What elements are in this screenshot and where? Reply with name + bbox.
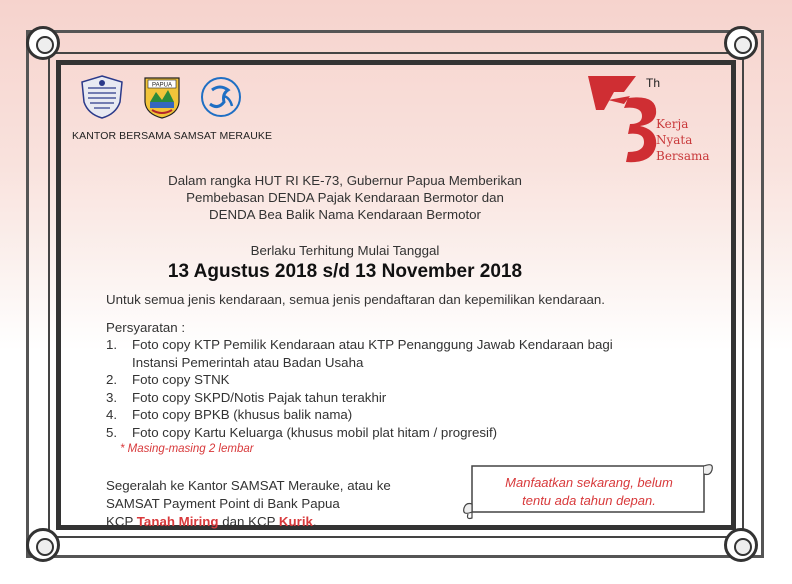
intro-line: Pembebasan DENDA Pajak Kendaraan Bermotor dan xyxy=(186,190,504,205)
tagline-word: Kerja xyxy=(656,117,689,131)
logo-group xyxy=(72,70,252,126)
list-item xyxy=(106,406,706,424)
item-number: 5. xyxy=(106,424,118,440)
announcement-intro xyxy=(100,172,590,223)
closing-instructions xyxy=(106,477,391,531)
corner-ornament-icon xyxy=(724,528,758,562)
papua-province-emblem-icon xyxy=(142,72,182,120)
banner-line: Manfaatkan sekarang, belum xyxy=(505,475,673,490)
list-item xyxy=(106,336,706,371)
outro-suffix: . xyxy=(312,514,317,529)
requirements-title: Persyaratan : xyxy=(106,320,186,335)
anniversary-tagline xyxy=(656,116,710,164)
branch-name: Tanah Miring xyxy=(136,514,219,529)
list-item xyxy=(106,424,706,442)
office-name: KANTOR BERSAMA SAMSAT MERAUKE xyxy=(72,130,273,142)
item-text: Foto copy Kartu Keluarga (khusus mobil plat hitam / progresif) xyxy=(132,424,498,440)
anniversary-suffix: Th xyxy=(646,76,661,90)
jasa-raharja-logo-icon xyxy=(200,76,242,118)
item-text-continued: Instansi Pemerintah atau Badan Usaha xyxy=(132,354,364,370)
item-number: 2. xyxy=(106,372,118,387)
validity-label: Berlaku Terhitung Mulai Tanggal xyxy=(250,243,440,258)
police-emblem-icon xyxy=(76,72,128,120)
promo-banner-text xyxy=(478,474,700,510)
scope-statement: Untuk semua jenis kendaraan, semua jenis pendaftaran dan kepemilikan kendaraan. xyxy=(106,292,605,307)
item-text: Foto copy SKPD/Notis Pajak tahun terakhir xyxy=(132,389,387,405)
item-text: Foto copy BPKB (khusus balik nama) xyxy=(132,407,353,422)
requirements-list xyxy=(106,336,706,441)
validity-date-range: 13 Agustus 2018 s/d 13 November 2018 xyxy=(167,261,523,282)
intro-line: Dalam rangka HUT RI KE-73, Gubernur Papua Memberikan xyxy=(168,173,522,188)
outro-mid: dan KCP xyxy=(218,514,279,529)
tagline-word: Nyata xyxy=(656,133,693,147)
item-text: Foto copy KTP Pemilik Kendaraan atau KTP Penanggung Jawab Kendaraan bagi xyxy=(132,337,613,352)
outro-line xyxy=(106,513,391,531)
item-text: Foto copy STNK xyxy=(132,372,230,387)
outro-line: SAMSAT Payment Point di Bank Papua xyxy=(106,496,340,511)
corner-ornament-icon xyxy=(724,26,758,60)
list-item xyxy=(106,371,706,389)
banner-line: tentu ada tahun depan. xyxy=(522,493,656,508)
branch-name: Kurik xyxy=(278,514,313,529)
corner-ornament-icon xyxy=(26,528,60,562)
outro-prefix: KCP xyxy=(106,514,137,529)
item-number: 1. xyxy=(106,337,118,352)
requirements-note: * Masing-masing 2 lembar xyxy=(120,443,254,455)
outro-line: Segeralah ke Kantor SAMSAT Merauke, atau ke xyxy=(106,478,391,493)
tagline-word: Bersama xyxy=(656,149,710,163)
papua-logo-text: PAPUA xyxy=(152,82,172,89)
intro-line: DENDA Bea Balik Nama Kendaraan Bermotor xyxy=(209,207,481,222)
item-number: 3. xyxy=(106,389,118,405)
item-number: 4. xyxy=(106,407,118,422)
corner-ornament-icon xyxy=(26,26,60,60)
list-item xyxy=(106,389,706,407)
